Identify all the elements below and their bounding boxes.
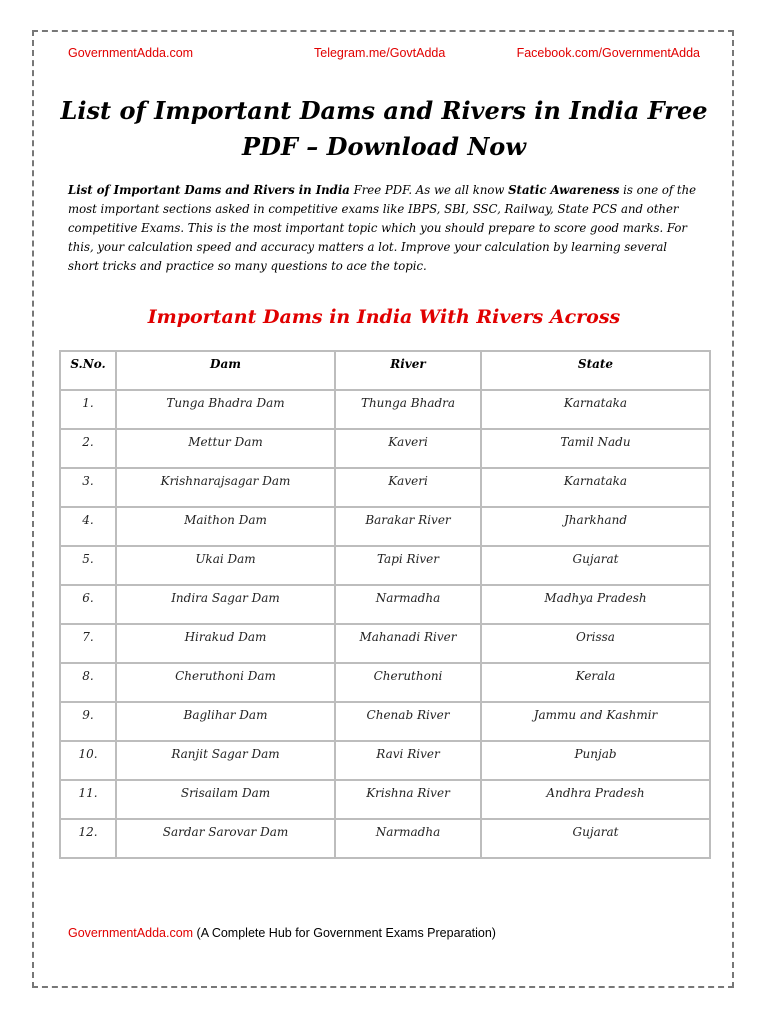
- cell-river: Cheruthoni: [335, 663, 481, 702]
- table-body: [60, 390, 710, 858]
- cell-sno: 12.: [60, 819, 116, 858]
- page-title-line1: List of Important Dams and Rivers in India Free: [60, 96, 708, 125]
- cell-dam: Sardar Sarovar Dam: [116, 819, 335, 858]
- header-dam: Dam: [116, 351, 335, 390]
- table-row: [60, 546, 710, 585]
- cell-state: Kerala: [481, 663, 710, 702]
- cell-sno: 5.: [60, 546, 116, 585]
- cell-sno: 9.: [60, 702, 116, 741]
- cell-sno: 11.: [60, 780, 116, 819]
- cell-river: Tapi River: [335, 546, 481, 585]
- cell-state: Orissa: [481, 624, 710, 663]
- header-links: [68, 46, 700, 66]
- cell-sno: 3.: [60, 468, 116, 507]
- cell-dam: Ranjit Sagar Dam: [116, 741, 335, 780]
- cell-state: Madhya Pradesh: [481, 585, 710, 624]
- cell-state: Karnataka: [481, 390, 710, 429]
- header-river: River: [335, 351, 481, 390]
- cell-dam: Baglihar Dam: [116, 702, 335, 741]
- intro-bold-mid: Static Awareness: [508, 183, 620, 197]
- header-sno: S.No.: [60, 351, 116, 390]
- table-row: [60, 585, 710, 624]
- page-title-line2: PDF – Download Now: [242, 132, 526, 161]
- footer-brand-link[interactable]: GovernmentAdda.com: [68, 926, 194, 940]
- cell-state: Jharkhand: [481, 507, 710, 546]
- cell-river: Ravi River: [335, 741, 481, 780]
- table-row: [60, 624, 710, 663]
- footer: [68, 926, 496, 940]
- cell-sno: 8.: [60, 663, 116, 702]
- table-row: [60, 390, 710, 429]
- section-title: Important Dams in India With Rivers Across: [147, 306, 621, 328]
- table-row: [60, 663, 710, 702]
- cell-state: Gujarat: [481, 546, 710, 585]
- table-row: [60, 780, 710, 819]
- cell-dam: Indira Sagar Dam: [116, 585, 335, 624]
- cell-dam: Maithon Dam: [116, 507, 335, 546]
- cell-river: Narmadha: [335, 819, 481, 858]
- cell-sno: 7.: [60, 624, 116, 663]
- page-title: [60, 93, 708, 165]
- cell-river: Kaveri: [335, 468, 481, 507]
- table-row: [60, 507, 710, 546]
- cell-state: Gujarat: [481, 819, 710, 858]
- table-row: [60, 819, 710, 858]
- header-link-telegram[interactable]: Telegram.me/GovtAdda: [314, 46, 446, 60]
- cell-river: Chenab River: [335, 702, 481, 741]
- cell-sno: 1.: [60, 390, 116, 429]
- intro-text-1: Free PDF. As we all know: [349, 183, 509, 197]
- cell-state: Andhra Pradesh: [481, 780, 710, 819]
- header-link-governmentadda[interactable]: GovernmentAdda.com: [68, 46, 194, 60]
- cell-state: Karnataka: [481, 468, 710, 507]
- cell-river: Mahanadi River: [335, 624, 481, 663]
- cell-state: Tamil Nadu: [481, 429, 710, 468]
- table-row: [60, 429, 710, 468]
- table-header-row: [60, 351, 710, 390]
- cell-sno: 2.: [60, 429, 116, 468]
- cell-sno: 10.: [60, 741, 116, 780]
- footer-tagline: (A Complete Hub for Government Exams Preparation): [193, 926, 496, 940]
- header-link-facebook[interactable]: Facebook.com/GovernmentAdda: [516, 46, 700, 60]
- table-row: [60, 702, 710, 741]
- table-row: [60, 468, 710, 507]
- header-state: State: [481, 351, 710, 390]
- cell-dam: Cheruthoni Dam: [116, 663, 335, 702]
- cell-dam: Krishnarajsagar Dam: [116, 468, 335, 507]
- cell-river: Thunga Bhadra: [335, 390, 481, 429]
- cell-river: Kaveri: [335, 429, 481, 468]
- cell-state: Punjab: [481, 741, 710, 780]
- intro-bold-lead: List of Important Dams and Rivers in India: [68, 183, 350, 197]
- cell-river: Narmadha: [335, 585, 481, 624]
- cell-sno: 4.: [60, 507, 116, 546]
- cell-dam: Srisailam Dam: [116, 780, 335, 819]
- cell-dam: Hirakud Dam: [116, 624, 335, 663]
- cell-dam: Tunga Bhadra Dam: [116, 390, 335, 429]
- intro-text-2: is one of the most important sections asked in competitive exams like IBPS, SBI, SSC, Railway, State PCS and other competitive Exams. This is the most important topic which you should prepare to score good marks. For this, your calculation speed and accuracy matters a lot. Improve your calculation by learning several short tricks and practice so many questions to ace the topic.: [68, 183, 697, 273]
- cell-dam: Mettur Dam: [116, 429, 335, 468]
- intro-paragraph: [68, 181, 698, 276]
- cell-river: Barakar River: [335, 507, 481, 546]
- cell-river: Krishna River: [335, 780, 481, 819]
- cell-dam: Ukai Dam: [116, 546, 335, 585]
- cell-state: Jammu and Kashmir: [481, 702, 710, 741]
- cell-sno: 6.: [60, 585, 116, 624]
- dams-table: [59, 350, 711, 859]
- table-row: [60, 741, 710, 780]
